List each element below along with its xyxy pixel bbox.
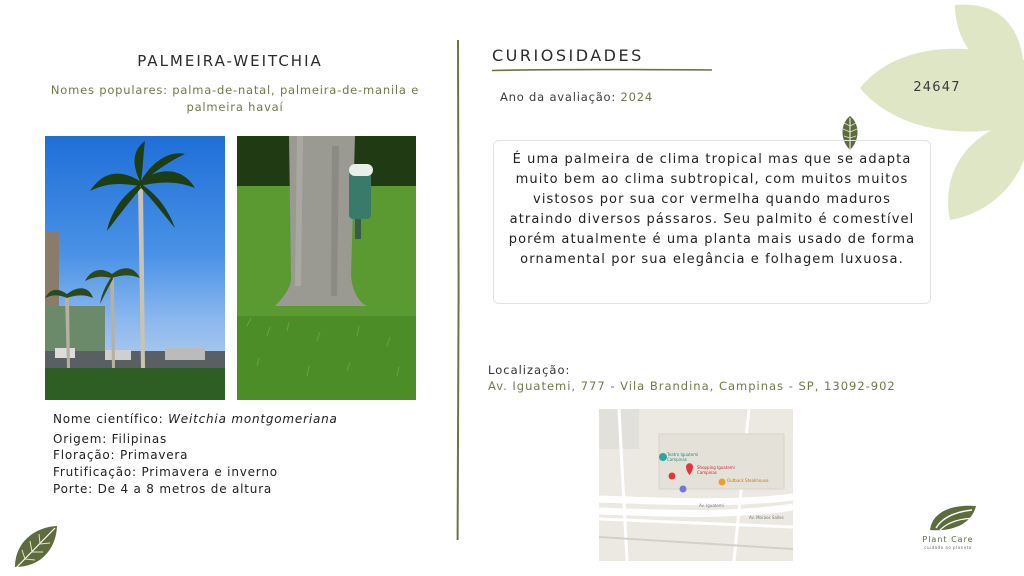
fruiting: Frutificação: Primavera e inverno [53,465,278,479]
map-graphic-icon [599,409,793,561]
location-address[interactable]: Av. Iguatemi, 777 - Vila Brandina, Campinas - SP, 13092-902 [488,379,896,393]
location-map[interactable] [599,409,793,561]
curiosity-text: É uma palmeira de clima tropical mas que se adapta muito bem ao clima subtropical, com muitos muitos vistosos por sua cor vermelha quando maduros atraindo diversos pássaros. Seu palmito é comestível porém atualmente é uma planta mais usado de forma ornamental por sua elegância e folhagem luxuosa. [508,152,916,267]
plant-care-logo-icon [928,502,980,534]
scientific-name-label: Nome científico: [53,412,164,426]
map-label-avenue-2: Av. Moraes Salles [749,515,784,520]
flowering: Floração: Primavera [53,448,189,462]
theater-pin-icon [659,453,667,461]
divider [456,40,460,540]
origin: Origem: Filipinas [53,432,168,446]
scientific-name [53,412,338,426]
scientific-name-value: Weitchia montgomeriana [168,412,338,426]
leaf-icon-bottom [10,522,60,572]
palm-scene-icon [45,136,225,400]
popular-names: Nomes populares: palma-de-natal, palmeira-de-manila e palmeira havaí [50,83,420,114]
curiosity-box [493,140,931,304]
plant-title: PALMEIRA-WEITCHIA [137,52,323,70]
size: Porte: De 4 a 8 metros de altura [53,482,273,496]
year-label: Ano da avaliação: [500,90,617,104]
plant-code: 24647 [913,80,961,95]
logo-name: Plant Care [922,535,974,544]
palm-trunk-photo [237,136,416,400]
map-label-theater: Teatro Iguatemi Campinas [667,452,699,462]
evaluation-year [500,90,653,104]
trunk-scene-icon [237,136,416,400]
curiosities-title: CURIOSIDADES [492,46,644,65]
logo-tagline: cuidado ao planeta [924,545,972,550]
palm-tree-photo [45,136,225,400]
map-label-restaurant: Outback Steakhouse [727,478,769,483]
year-value: 2024 [620,90,654,104]
location-label: Localização: [488,363,571,377]
map-label-shopping: Shopping Iguatemi Campinas [697,465,735,475]
title-underline [492,68,712,72]
map-label-avenue: Av. Iguatemi [699,503,724,508]
